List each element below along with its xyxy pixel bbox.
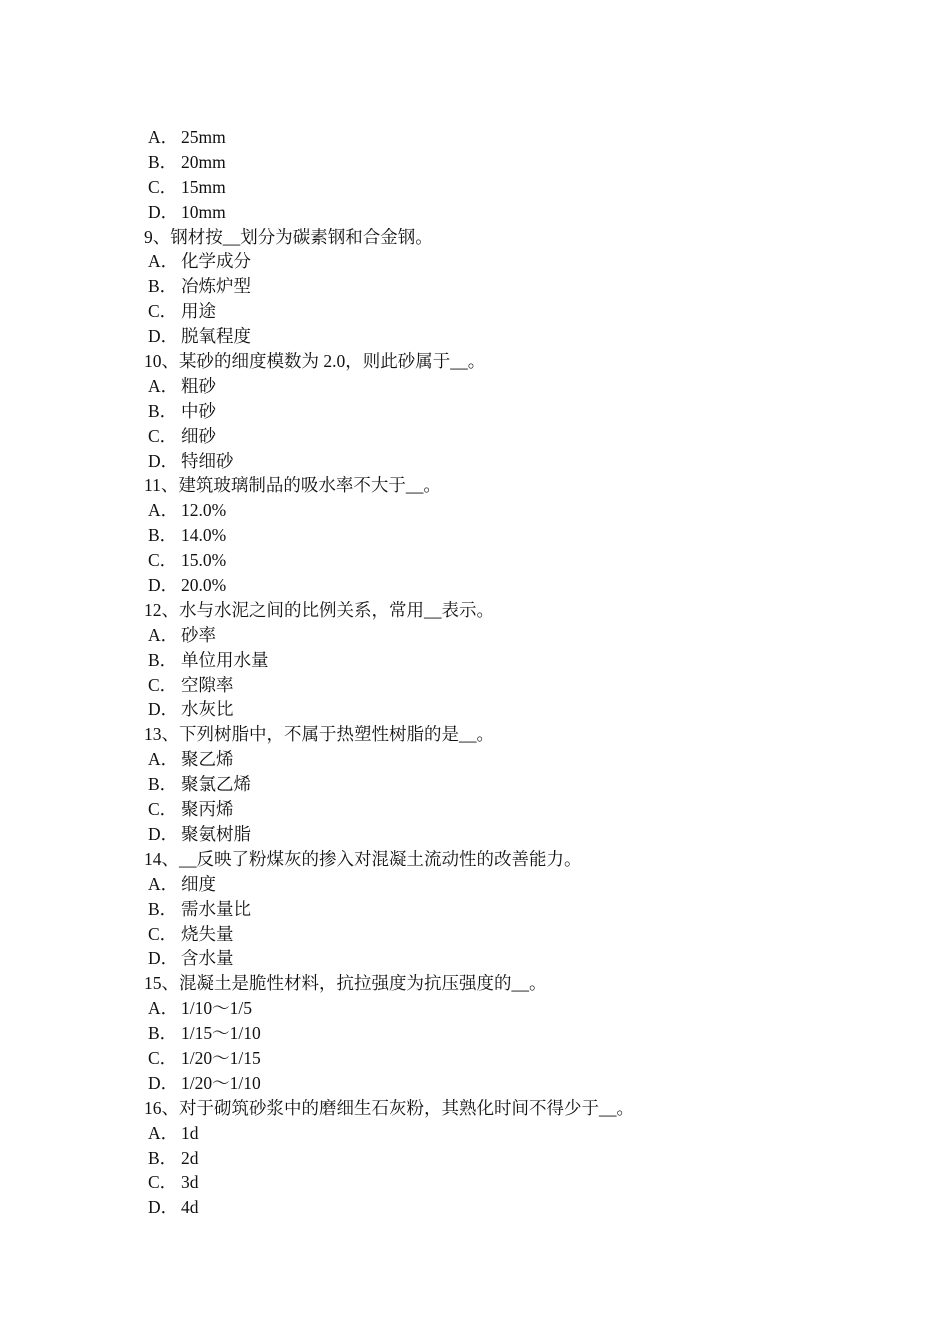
answer-option — [144, 374, 844, 399]
answer-option — [144, 125, 844, 150]
option-letter: B． — [148, 1023, 178, 1044]
answer-option — [144, 697, 844, 722]
question-text: 16、对于砌筑砂浆中的磨细生石灰粉，其熟化时间不得少于__。 — [144, 1097, 634, 1118]
option-text: 25mm — [181, 127, 226, 147]
option-text: 1/15～1/10 — [181, 1023, 261, 1044]
option-letter: B． — [148, 525, 178, 546]
option-letter: A． — [148, 1122, 179, 1143]
option-text: 1/10～1/5 — [181, 998, 252, 1019]
option-text: 1/20～1/10 — [181, 1072, 261, 1093]
option-letter: B． — [148, 400, 178, 421]
option-letter: B． — [148, 649, 178, 670]
option-letter: D． — [148, 699, 179, 720]
option-letter: D． — [148, 823, 179, 844]
question-text: 11、建筑玻璃制品的吸水率不大于__。 — [144, 475, 441, 496]
option-letter: B． — [148, 276, 178, 297]
option-letter: B． — [148, 774, 178, 795]
question-text: 14、__反映了粉煤灰的掺入对混凝土流动性的改善能力。 — [144, 848, 582, 869]
answer-option — [144, 249, 844, 274]
answer-option — [144, 200, 844, 225]
answer-option — [144, 822, 844, 847]
option-letter: C． — [148, 923, 178, 944]
option-letter: A． — [148, 873, 179, 894]
option-letter: C． — [148, 301, 178, 322]
answer-option — [144, 1146, 844, 1171]
option-text: 细度 — [181, 873, 216, 894]
answer-option — [144, 399, 844, 424]
option-text: 空隙率 — [181, 674, 234, 695]
answer-option — [144, 324, 844, 349]
option-letter: C． — [148, 674, 178, 695]
answer-option — [144, 424, 844, 449]
answer-option — [144, 1195, 844, 1220]
option-text: 10mm — [181, 201, 226, 222]
option-letter: A． — [148, 749, 179, 770]
answer-option — [144, 623, 844, 648]
answer-option — [144, 772, 844, 797]
option-letter: D． — [148, 1072, 179, 1093]
option-text: 14.0% — [181, 525, 227, 546]
option-letter: C． — [148, 1172, 178, 1193]
option-letter: D． — [148, 201, 179, 222]
answer-option — [144, 897, 844, 922]
answer-option — [144, 1071, 844, 1096]
option-letter: D． — [148, 1197, 179, 1218]
question-text: 9、钢材按__划分为碳素钢和合金钢。 — [144, 226, 433, 247]
option-text: 细砂 — [181, 425, 216, 446]
option-letter: C． — [148, 799, 178, 820]
question-text: 12、水与水泥之间的比例关系，常用__表示。 — [144, 599, 494, 620]
option-text: 需水量比 — [181, 898, 251, 919]
answer-option — [144, 797, 844, 822]
option-text: 3d — [181, 1172, 199, 1193]
option-letter: A． — [148, 500, 179, 521]
option-text: 1/20～1/15 — [181, 1047, 261, 1068]
answer-option — [144, 274, 844, 299]
answer-option — [144, 648, 844, 673]
question-text: 10、某砂的细度模数为 2.0，则此砂属于__。 — [144, 351, 486, 372]
option-text: 单位用水量 — [181, 649, 269, 670]
question-list — [144, 125, 844, 1220]
option-text: 20mm — [181, 151, 226, 172]
option-letter: A． — [148, 624, 179, 645]
option-letter: D． — [148, 575, 179, 596]
answer-option — [144, 1046, 844, 1071]
question-text: 13、下列树脂中，不属于热塑性树脂的是__。 — [144, 724, 494, 745]
option-text: 聚乙烯 — [181, 749, 234, 770]
option-text: 20.0% — [181, 575, 227, 596]
option-text: 聚氨树脂 — [181, 823, 251, 844]
answer-option — [144, 548, 844, 573]
question-text: 15、混凝土是脆性材料，抗拉强度为抗压强度的__。 — [144, 973, 547, 994]
option-text: 冶炼炉型 — [181, 276, 251, 297]
option-text: 特细砂 — [181, 450, 234, 471]
answer-option — [144, 449, 844, 474]
option-text: 水灰比 — [181, 699, 234, 720]
option-letter: C． — [148, 176, 178, 197]
option-text: 15.0% — [181, 550, 227, 571]
answer-option — [144, 996, 844, 1021]
answer-option — [144, 150, 844, 175]
answer-option — [144, 498, 844, 523]
option-text: 粗砂 — [181, 375, 216, 396]
option-text: 15mm — [181, 176, 226, 197]
answer-option — [144, 673, 844, 698]
answer-option — [144, 1121, 844, 1146]
option-text: 含水量 — [181, 948, 234, 969]
option-letter: B． — [148, 151, 178, 172]
option-text: 中砂 — [181, 400, 216, 421]
option-letter: B． — [148, 898, 178, 919]
option-letter: B． — [148, 1147, 178, 1168]
answer-option — [144, 946, 844, 971]
option-text: 12.0% — [181, 500, 227, 521]
option-text: 烧失量 — [181, 923, 234, 944]
option-text: 砂率 — [181, 624, 216, 645]
option-text: 化学成分 — [181, 251, 251, 272]
option-text: 1d — [181, 1122, 199, 1143]
answer-option — [144, 299, 844, 324]
option-letter: D． — [148, 326, 179, 347]
answer-option — [144, 747, 844, 772]
option-text: 2d — [181, 1147, 199, 1168]
option-text: 脱氧程度 — [181, 326, 251, 347]
option-letter: A． — [148, 127, 179, 147]
option-text: 用途 — [181, 301, 216, 322]
answer-option — [144, 523, 844, 548]
option-text: 聚丙烯 — [181, 799, 234, 820]
answer-option — [144, 922, 844, 947]
option-letter: A． — [148, 251, 179, 272]
answer-option — [144, 1170, 844, 1195]
option-letter: A． — [148, 375, 179, 396]
answer-option — [144, 175, 844, 200]
answer-option — [144, 1021, 844, 1046]
option-letter: C． — [148, 425, 178, 446]
option-letter: D． — [148, 948, 179, 969]
answer-option — [144, 573, 844, 598]
answer-option — [144, 872, 844, 897]
option-text: 4d — [181, 1197, 199, 1218]
option-letter: D． — [148, 450, 179, 471]
option-letter: C． — [148, 1047, 178, 1068]
option-letter: A． — [148, 998, 179, 1019]
option-letter: C． — [148, 550, 178, 571]
option-text: 聚氯乙烯 — [181, 774, 251, 795]
